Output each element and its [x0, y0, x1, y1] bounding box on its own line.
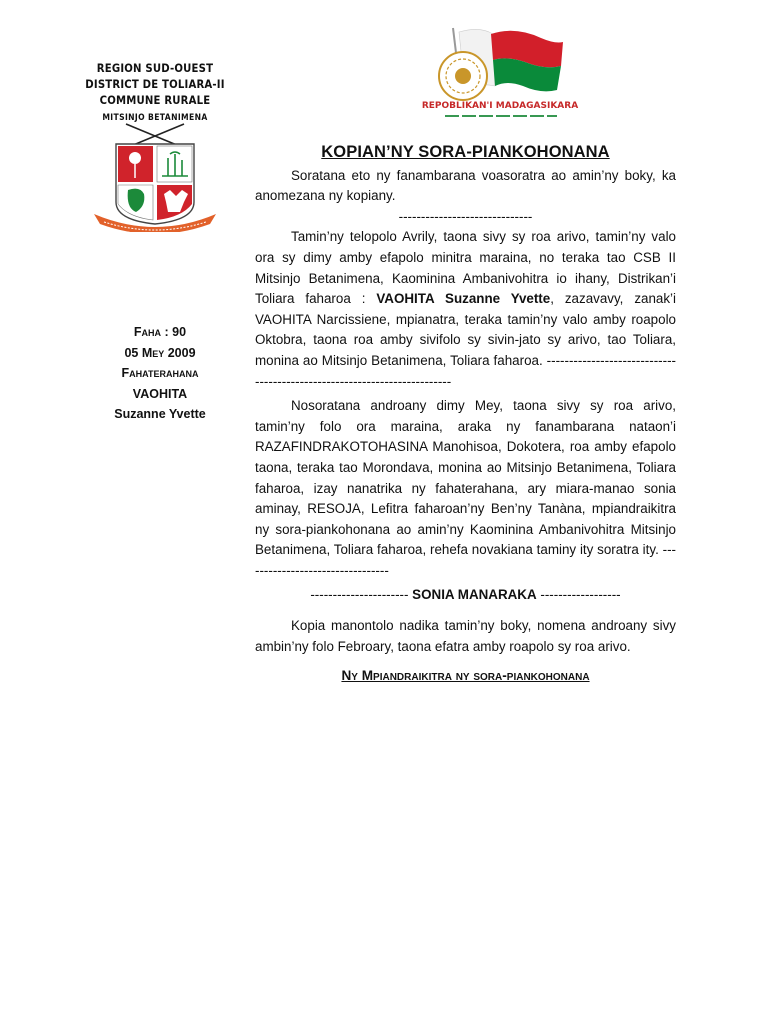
commune-line: COMMUNE RURALE [99, 93, 211, 107]
signatures-line [255, 585, 676, 606]
intro-paragraph: Soratana eto ny fanambarana voasoratra ao amin’ny boky, ka anomezana ny kopiany. [255, 167, 676, 204]
record-date: 05 Mey 2009 [124, 345, 196, 360]
document-title: KOPIAN’NY SORA-PIANKOHONANA [321, 143, 610, 161]
signatures-label: SONIA MANARAKA [412, 587, 537, 603]
person-full-name: VAOHITA Suzanne Yvette [376, 291, 551, 307]
person-given-names: Suzanne Yvette [114, 407, 206, 421]
birth-paragraph [255, 227, 676, 392]
signatures-dash-left: ---------------------- [310, 587, 413, 603]
birth-text-a: Tamin’ny telopolo Avrily, taona sivy sy roa arivo, tamin’ny valo ora sy dimy amby efapolo minitra maraina, no teraka tao CSB II Mitsinjo Betanimena, Kaominina Ambanivohitra io ihany, Distrikan’i Toliara faharoa : [255, 229, 676, 307]
record-info [60, 322, 260, 425]
person-surname: VAOHITA [132, 386, 188, 401]
document-body [255, 140, 676, 687]
separator-line: ------------------------------ [398, 208, 533, 224]
declaration-paragraph: Nosoratana androany dimy Mey, taona sivy sy roa arivo, tamin’ny folo ora maraina, araka ny fanambarana nataon’i RAZAFINDRAKOTOHASINA Manohisoa, Dokotera, roa amby efapolo taona, teraka tao Morondava, monina ao Mitsinjo Betanimena, Toliara faharoa, izay nanatrika ny fahaterahana, ary miara-manao sonia aminay, RESOJA, Lefitra faharoan’ny Ben’ny Tanàna, mpiandraikitra ny sora-piankohonana ao amin’ny Kaominina Ambanivohitra Mitsinjo Betanimena, Toliara faharoa, rehefa novakiana taminy ity soratra ity. --------------------------------- [255, 398, 676, 578]
signatures-dash-right: ------------------ [536, 587, 621, 603]
commune-name: MITSINJO BETANIMENA [102, 113, 208, 123]
record-type: Fahaterahana [121, 366, 199, 380]
region-line: REGION SUD-OUEST [96, 61, 214, 75]
record-number: Faha : 90 [133, 325, 187, 339]
signature-title: Ny Mpiandraikitra ny sora-piankohonana [341, 668, 590, 684]
district-line: DISTRICT DE TOLIARA-II [85, 77, 225, 91]
region-header [71, 60, 238, 108]
commune-crest-emblem [88, 122, 222, 232]
birth-text-b: , zazavavy, zanak’i VAOHITA Narcissiene, mpianatra, teraka tamin’ny valo amby roapolo Oktobra, taona roa amby sivifolo sy sivin-jato sy arivo, tao Toliara, monina ao Mitsinjo Betanimena, Toliara faharoa. ------------------------------------------------------------------------- [255, 291, 676, 389]
national-flag-emblem [385, 24, 595, 124]
copy-paragraph: Kopia manontolo nadika tamin’ny boky, nomena androany sivy ambin’ny folo Febroary, taona efatra amby roapolo sy roa arivo. [255, 618, 676, 654]
emblem-caption: REPOBLIKAN'I MADAGASIKARA [421, 101, 579, 111]
